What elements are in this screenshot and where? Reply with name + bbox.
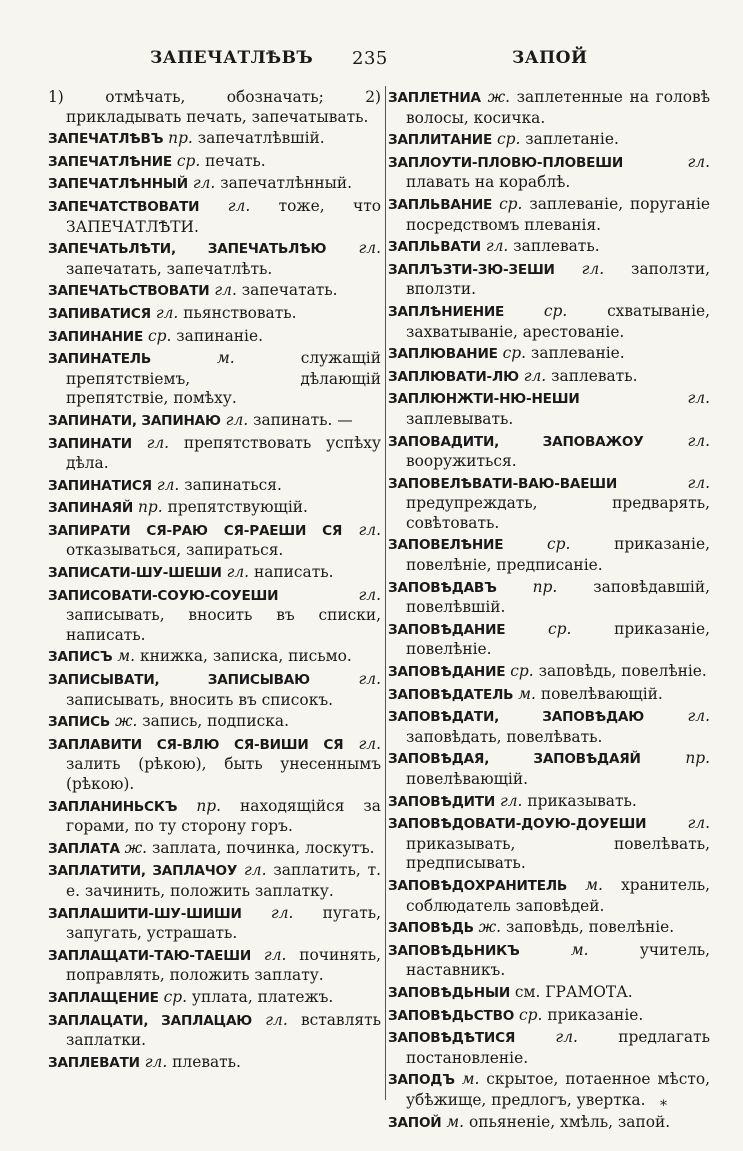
entry-headword: ЗАПИСЫВАТИ, ЗАПИСЫВАЮ [48, 672, 310, 689]
entry-headword: ЗАПОВѢДЬ [388, 920, 474, 937]
page-header [0, 48, 743, 78]
entry-headword: ЗАПЛОУТИ-ПЛОВЮ-ПЛОВЕШИ [388, 154, 623, 171]
entry-definition: приказывать, повелѣвать, предписывать. [406, 834, 710, 873]
entry-definition: заповѣдать, повелѣвать. [406, 727, 603, 746]
entry-headword: ЗАПЛЕВАТИ [48, 1054, 140, 1071]
entry-grammar-label: гл. [687, 152, 710, 171]
dictionary-entry [48, 152, 381, 173]
dictionary-entry [388, 130, 710, 151]
entry-definition: приказаніе, повелѣніе, предписаніе. [406, 535, 710, 575]
entry-grammar-label: гл. [244, 861, 267, 880]
entry-grammar-label: ж. [114, 712, 138, 731]
entry-definition: запинать. — [253, 410, 353, 429]
entry-grammar-label: ср. [499, 194, 523, 213]
entry-headword: ЗАПЛЮВАНИЕ [388, 346, 498, 363]
entry-definition: пьянствовать. [183, 303, 297, 322]
entry-definition: служащій препятствіемъ, дѣлающій препятствіе, помѣху. [66, 349, 381, 408]
entry-grammar-label: м. [117, 647, 136, 666]
entry-headword: ЗАПОВѢДЬСТВО [388, 1007, 515, 1024]
entry-definition: написать. [253, 563, 334, 582]
entry-definition: 1) отмѣчать, обозначать; 2) прикладывать печать, запечатывать. [48, 88, 381, 126]
dictionary-entry [48, 327, 381, 348]
entry-grammar-label: ср. [147, 326, 172, 345]
entry-definition: заповѣдавшій, повелѣвшій. [406, 577, 710, 617]
dictionary-entry [388, 792, 710, 813]
entry-definition: опьяненіе, хмѣль, запой. [468, 1112, 671, 1131]
dictionary-entry [388, 302, 710, 342]
entry-headword: ЗАПОВЕЛѢНИЕ [388, 537, 504, 554]
dictionary-entry [388, 195, 710, 235]
dictionary-entry [48, 1053, 381, 1074]
entry-grammar-label: м. [446, 1112, 465, 1131]
entry-grammar-label: гл. [687, 389, 710, 408]
entry-grammar-label: гл. [192, 174, 216, 193]
entry-grammar-label: гл. [265, 1010, 288, 1029]
dictionary-entry [388, 344, 710, 365]
entry-grammar-label: гл. [687, 814, 710, 833]
entry-grammar-label: гл. [687, 431, 710, 450]
entry-grammar-label: гл. [358, 670, 381, 689]
entry-headword: ЗАПЛЮВАТИ-ЛЮ [388, 368, 519, 385]
entry-grammar-label: пр. [168, 129, 193, 148]
dictionary-entry [388, 389, 710, 429]
entry-headword: ЗАПОВАДИТИ, ЗАПОВАЖОУ [388, 433, 644, 450]
dictionary-entry [388, 749, 710, 789]
entry-headword: ЗАПЛАЦАТИ, ЗАПЛАЦАЮ [48, 1012, 253, 1029]
entry-grammar-label: ж. [478, 918, 502, 937]
entry-grammar-label: ср. [163, 987, 187, 1006]
entry-grammar-label: гл. [485, 237, 509, 256]
dictionary-entry [388, 1006, 710, 1027]
dictionary-entry [48, 476, 381, 497]
entry-headword: ЗАПЕЧАТСТВОВАТИ [48, 198, 200, 215]
entry-headword: ЗАПЛАЩАТИ-ТАЮ-ТАЕШИ [48, 947, 252, 964]
entry-grammar-label: пр. [137, 498, 163, 517]
entry-grammar-label: ж. [124, 838, 148, 857]
entry-headword: ЗАПОВѢДЬНЫИ [388, 984, 511, 1001]
entry-headword: ЗАПОВѢДИТИ [388, 793, 496, 810]
entry-definition: вооружиться. [406, 452, 517, 471]
entry-headword: ЗАПОВѢДАВЪ [388, 579, 497, 596]
dictionary-entry [48, 563, 381, 584]
entry-grammar-label: ср. [510, 662, 534, 681]
entry-headword: ЗАПИСОВАТИ-СОУЮ-СОУЕШИ [48, 587, 279, 604]
entry-definition: повелѣвающій. [540, 684, 663, 703]
entry-definition: схватываніе, захватываніе, арестованіе. [406, 301, 710, 341]
entry-headword: ЗАПОВѢДАНИЕ [388, 664, 506, 681]
entry-headword: ЗАПИНАТИ, ЗАПИНАЮ [48, 412, 221, 429]
entry-headword: ЗАПОЙ [388, 1114, 442, 1131]
entry-definition: запечатлѣнный. [220, 174, 353, 193]
dictionary-entry [388, 707, 710, 747]
header-left-word: ЗАПЕЧАТЛѢВЪ [150, 48, 314, 68]
footer-mark: * [660, 1098, 667, 1114]
entry-headword: ЗАПИНАТИ [48, 435, 132, 452]
entry-grammar-label: пр. [685, 749, 710, 768]
entry-headword: ЗАПЛѢНИЕНИЕ [388, 303, 505, 320]
entry-definition: заплата, починка, лоскутъ. [151, 838, 375, 857]
entry-headword: ЗАПОДЪ [388, 1072, 455, 1089]
entry-grammar-label: гл. [156, 475, 180, 494]
dictionary-entry [388, 941, 710, 981]
right-column [388, 88, 710, 1135]
dictionary-entry [388, 260, 710, 300]
column-divider [385, 86, 386, 1100]
entry-grammar-label: м. [570, 940, 589, 959]
dictionary-entry [48, 586, 381, 646]
dictionary-entry [48, 521, 381, 561]
dictionary-entry [388, 1113, 710, 1134]
entry-headword: ЗАПОВѢДОХРАНИТЕЛЬ [388, 877, 568, 894]
entry-grammar-label: гл. [555, 1028, 578, 1047]
entry-headword: ЗАПЛЬВАНИЕ [388, 196, 493, 213]
dictionary-entry [48, 904, 381, 944]
entry-headword: ЗАПЛАЩЕНИЕ [48, 989, 159, 1006]
dictionary-entry [48, 946, 381, 986]
entry-grammar-label: гл. [523, 366, 547, 385]
entry-headword: ЗАПОВѢДАТЕЛЬ [388, 686, 514, 703]
entry-definition: уплата, платежъ. [191, 987, 334, 1006]
dictionary-entry [388, 1028, 710, 1068]
entry-grammar-label: ср. [548, 619, 572, 638]
entry-headword: ЗАПОВѢДѢТИСЯ [388, 1030, 516, 1047]
entry-definition: препятствующій. [167, 498, 308, 517]
dictionary-entry [48, 861, 381, 901]
entry-definition: учитель, наставникъ. [406, 940, 710, 980]
entry-definition: приказаніе, повелѣніе. [406, 619, 710, 659]
dictionary-entry [48, 988, 381, 1009]
entry-definition: хранитель, соблюдатель заповѣдей. [406, 875, 710, 915]
dictionary-entry [48, 498, 381, 519]
entry-headword: ЗАПОВѢДОВАТИ-ДОУЮ-ДОУЕШИ [388, 816, 647, 833]
entry-definition: книжка, записка, письмо. [139, 647, 352, 666]
entry-definition: плавать на кораблѣ. [406, 173, 571, 192]
entry-grammar-label: м. [518, 684, 536, 703]
entry-definition: заплеваніе. [530, 344, 625, 363]
entry-grammar-label: м. [585, 875, 603, 894]
dictionary-entry [388, 983, 710, 1004]
entry-definition: приказаніе. [547, 1005, 644, 1024]
entry-definition: записывать, вносить въ списки, написать. [66, 606, 381, 644]
dictionary-entry [48, 434, 381, 474]
entry-headword: ЗАПОВѢДАЯ, ЗАПОВѢДАЯЙ [388, 751, 641, 768]
entry-grammar-label: пр. [196, 796, 222, 815]
entry-headword: ЗАПЛЬВАТИ [388, 239, 481, 256]
entry-headword: ЗАПИРАТИ СЯ-РАЮ СЯ-РАЕШИ СЯ [48, 522, 343, 539]
entry-headword: ЗАПЛЪЗТИ-ЗЮ-ЗЕШИ [388, 261, 555, 278]
entry-grammar-label: ср. [176, 151, 201, 170]
entry-grammar-label: гл. [358, 585, 381, 604]
entry-definition: заплатить, т. е. зачинить, положить заплатку. [66, 861, 381, 900]
entry-headword: ЗАПЛИТАНИЕ [388, 132, 493, 149]
dictionary-entry [48, 197, 381, 237]
entry-definition: заплетаніе. [525, 130, 619, 149]
entry-grammar-label: ср. [519, 1005, 543, 1024]
entry-grammar-label: гл. [499, 791, 523, 810]
entry-definition: заплеваніе, поруганіе посредствомъ плеванія. [406, 194, 710, 234]
entry-headword: ЗАПИНАЯЙ [48, 500, 134, 517]
entry-headword: ЗАПЛЕТНИА [388, 90, 481, 106]
left-column [48, 88, 381, 1075]
entry-headword: ЗАПЛАТА [48, 840, 120, 857]
entry-definition: заплевать. [551, 366, 638, 385]
entry-definition: починять, поправлять, положить заплату. [66, 945, 381, 985]
entry-headword: ЗАПОВѢДЬНИКЪ [388, 942, 520, 959]
entry-headword: ЗАПИВАТИСЯ [48, 305, 151, 322]
dictionary-entry [48, 1011, 381, 1051]
entry-grammar-label: пр. [532, 577, 558, 596]
entry-definition: запечатать, запечатлѣть. [66, 259, 273, 278]
entry-definition: заплетенные на головѣ волосы, косичка. [406, 88, 710, 127]
entry-headword: ЗАПЛЮНЖТИ-НЮ-НЕШИ [388, 391, 580, 408]
entry-definition: заповѣдь, повелѣніе. [538, 662, 707, 681]
entry-grammar-label: ж. [487, 88, 510, 106]
page-number: 235 [352, 48, 388, 69]
entry-grammar-label: м. [217, 349, 235, 368]
dictionary-entry [388, 237, 710, 258]
entry-definition: тоже, что ЗАПЕЧАТЛѢТИ. [66, 196, 381, 236]
entry-definition: отказываться, запираться. [66, 541, 284, 560]
entry-headword: ЗАПЕЧАТЛѢВЪ [48, 131, 164, 148]
entry-grammar-label: гл. [687, 707, 710, 726]
entry-grammar-label: гл. [214, 281, 237, 300]
entry-headword: ЗАПОВѢДАНИЕ [388, 621, 506, 638]
entry-headword: ЗАПИСЬ [48, 714, 111, 731]
entry-definition: заповѣдь, повелѣніе. [505, 918, 675, 937]
entry-headword: ЗАПОВЕЛѢВАТИ-ВАЮ-ВАЕШИ [388, 475, 618, 492]
entry-definition: находящійся за горами, по ту сторону горъ. [66, 796, 381, 836]
entry-headword: ЗАПОВѢДАТИ, ЗАПОВѢДАЮ [388, 709, 644, 726]
dictionary-entry [48, 647, 381, 668]
entry-headword: ЗАПЕЧАТЛѢНИЕ [48, 153, 172, 170]
dictionary-entry [388, 474, 710, 534]
dictionary-entry [388, 685, 710, 706]
entry-headword: ЗАПЛАШИТИ-ШУ-ШИШИ [48, 905, 242, 922]
entry-headword: ЗАПИНАТИСЯ [48, 477, 152, 494]
entry-headword: ЗАПЛАНИНЬСКЪ [48, 798, 178, 815]
entry-grammar-label: гл. [270, 903, 294, 922]
entry-headword: ЗАПИСАТИ-ШУ-ШЕШИ [48, 565, 222, 582]
entry-grammar-label: гл. [358, 734, 381, 753]
entry-definition: записывать, вносить въ списокъ. [66, 690, 333, 709]
entry-definition: предупреждать, предварять, совѣтовать. [406, 494, 710, 532]
dictionary-entry [48, 239, 381, 279]
entry-grammar-label: гл. [581, 259, 605, 278]
entry-grammar-label: гл. [146, 433, 170, 452]
dictionary-entry [388, 814, 710, 874]
entry-definition: скрытое, потаенное мѣсто, убѣжище, предлогъ, увертка. [406, 1070, 710, 1109]
entry-definition: препятствовать успѣху дѣла. [66, 433, 381, 473]
dictionary-entry [48, 174, 381, 195]
entry-headword: ЗАПЛАТИТИ, ЗАПЛАЧОУ [48, 863, 238, 880]
dictionary-entry [48, 735, 381, 795]
dictionary-entry [48, 349, 381, 409]
entry-grammar-label: гл. [358, 520, 381, 539]
entry-definition: запинаніе. [176, 326, 263, 345]
entry-definition: пугать, запугать, устрашать. [66, 903, 381, 943]
dictionary-entry [388, 88, 710, 128]
entry-definition: приказывать. [527, 791, 637, 810]
entry-headword: ЗАПЛАВИТИ СЯ-ВЛЮ СЯ-ВИШИ СЯ [48, 736, 344, 753]
dictionary-entry [388, 578, 710, 618]
entry-grammar-label: гл. [358, 239, 381, 258]
entry-headword: ЗАПЕЧАТЛѢННЫЙ [48, 176, 188, 193]
dictionary-entry [388, 535, 710, 575]
dictionary-entry [48, 839, 381, 860]
dictionary-entry [48, 712, 381, 733]
entry-headword: ЗАПЕЧАТЬЛѢТИ, ЗАПЕЧАТЬЛѢЮ [48, 241, 327, 258]
entry-definition: запечатлѣвшій. [197, 129, 325, 148]
entry-definition: заплевать. [513, 237, 600, 256]
entry-definition: см. ГРАМОТА. [514, 982, 633, 1001]
dictionary-entry [48, 88, 381, 127]
entry-grammar-label: ср. [502, 344, 527, 363]
entry-definition: запись, подписка. [142, 712, 289, 731]
entry-definition: предлагать постановленіе. [406, 1028, 710, 1067]
entry-grammar-label: м. [461, 1070, 480, 1089]
dictionary-entry [388, 662, 710, 683]
entry-grammar-label: гл. [225, 410, 249, 429]
entry-definition: вставлять заплатки. [66, 1010, 381, 1050]
entry-grammar-label: гл. [227, 196, 251, 215]
dictionary-entry [388, 432, 710, 472]
entry-grammar-label: гл. [263, 945, 287, 964]
dictionary-entry [48, 281, 381, 302]
entry-headword: ЗАПЕЧАТЬСТВОВАТИ [48, 283, 210, 300]
dictionary-entry [48, 670, 381, 710]
dictionary-entry [48, 411, 381, 432]
dictionary-entry [48, 797, 381, 837]
entry-definition: заплевывать. [406, 409, 514, 428]
dictionary-entry [48, 129, 381, 150]
entry-grammar-label: гл. [226, 563, 250, 582]
entry-grammar-label: гл. [155, 303, 179, 322]
entry-definition: запинаться. [184, 475, 282, 494]
entry-grammar-label: ср. [496, 130, 521, 149]
entry-definition: плевать. [172, 1052, 241, 1071]
entry-grammar-label: ср. [543, 301, 568, 320]
entry-headword: ЗАПИСЪ [48, 649, 113, 666]
entry-headword: ЗАПИНАТЕЛЬ [48, 351, 152, 368]
entry-grammar-label: ср. [547, 535, 571, 554]
entry-grammar-label: гл. [144, 1052, 168, 1071]
entry-definition: заползти, вползти. [406, 259, 710, 299]
dictionary-entry [48, 304, 381, 325]
dictionary-entry [388, 918, 710, 939]
dictionary-entry [388, 367, 710, 388]
dictionary-entry [388, 620, 710, 660]
entry-definition: запечатать. [241, 281, 338, 300]
entry-definition: повелѣвающій. [406, 770, 528, 788]
dictionary-entry [388, 153, 710, 193]
entry-definition: залить (рѣкою), быть унесеннымъ (рѣкою). [66, 755, 381, 793]
header-right-word: ЗАПОЙ [512, 48, 588, 68]
entry-definition: печать. [205, 151, 266, 170]
dictionary-entry [388, 876, 710, 916]
entry-grammar-label: гл. [687, 473, 710, 492]
entry-headword: ЗАПИНАНИЕ [48, 328, 144, 345]
